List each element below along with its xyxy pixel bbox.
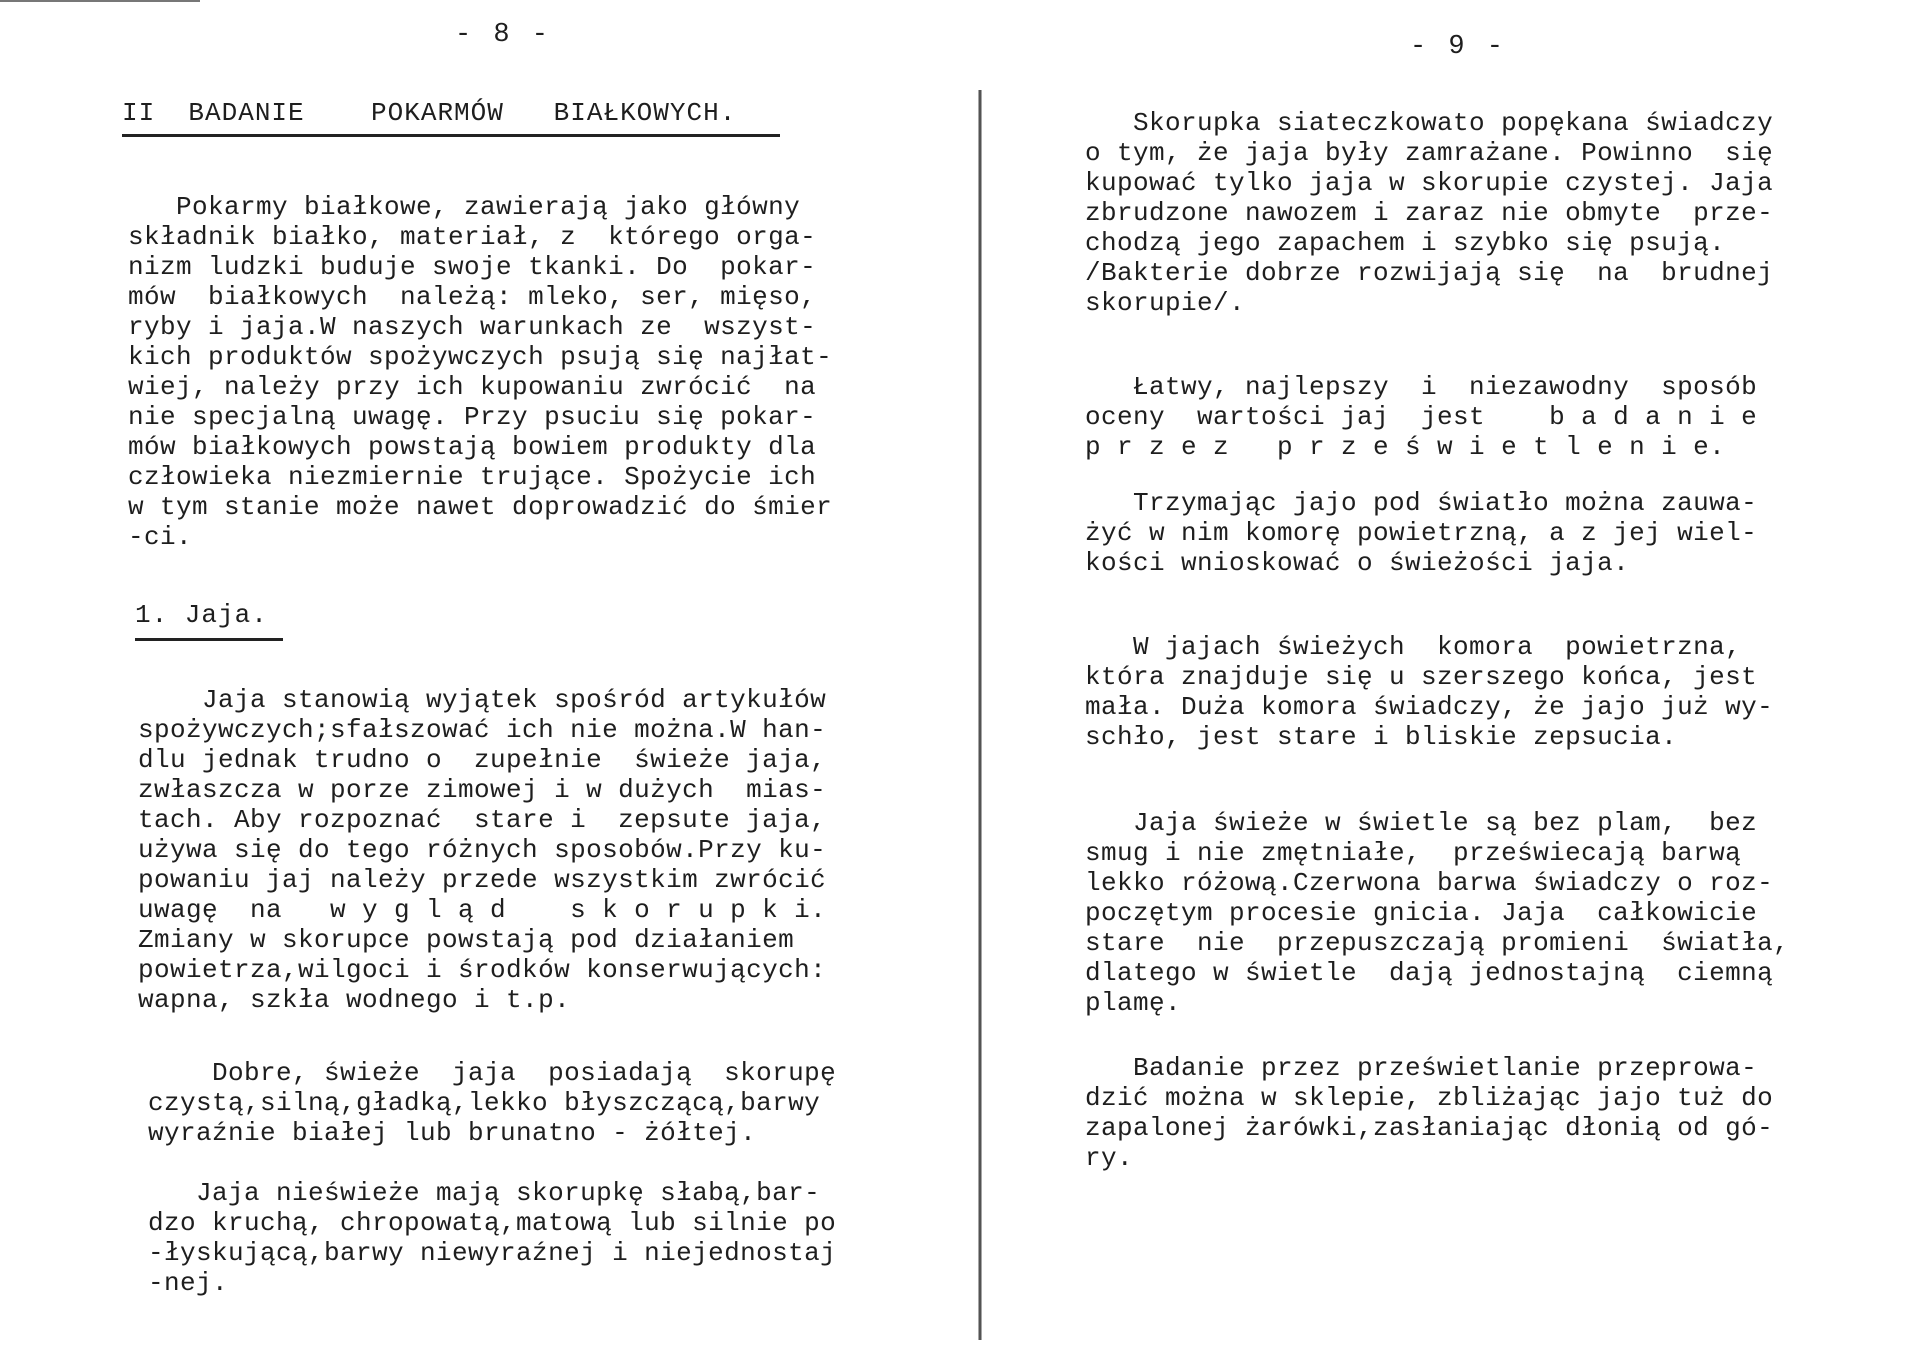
text-line: zapalonej żarówki,zasłaniając dłonią od gó-: [1085, 1113, 1774, 1143]
text-line: dzić można w sklepie, zbliżając jajo tuż do: [1085, 1083, 1774, 1113]
paragraph-shell: [1085, 108, 1773, 318]
text-line: żyć w nim komorę powietrzną, a z jej wiel-: [1085, 518, 1758, 548]
text-line: ryby i jaja.W naszych warunkach ze wszyst-: [128, 312, 817, 342]
text-line: człowieka niezmiernie trujące. Spożycie ich: [128, 462, 817, 492]
text-line: ry.: [1085, 1143, 1134, 1173]
text-line: kupować tylko jaja w skorupie czystej. Jaja: [1085, 168, 1774, 198]
text-line: smug i nie zmętniałe, przeświecają barwą: [1085, 838, 1742, 868]
heading-underline: [122, 134, 780, 137]
text-line: używa się do tego różnych sposobów.Przy ku-: [138, 835, 827, 865]
text-line: tach. Aby rozpoznać stare i zepsute jaja,: [138, 805, 827, 835]
text-line: kości wnioskować o świeżości jaja.: [1085, 548, 1630, 578]
text-line: dzo kruchą, chropowatą,matową lub silnie po: [148, 1208, 837, 1238]
text-line: zbrudzone nawozem i zaraz nie obmyte prze-: [1085, 198, 1774, 228]
chapter-heading: II BADANIE POKARMÓW BIAŁKOWYCH.: [122, 98, 737, 128]
text-line: w tym stanie może nawet doprowadzić do śmier: [128, 492, 833, 522]
page-number: - 9 -: [1410, 32, 1507, 62]
section-heading: 1. Jaja.: [135, 600, 268, 630]
text-line: dlu jednak trudno o zupełnie świeże jaja,: [138, 745, 827, 775]
text-line: uwagę na w y g l ą d s k o r u p k i.: [138, 895, 827, 925]
text-line: Pokarmy białkowe, zawierają jako główny: [128, 192, 801, 222]
paragraph-fresh-eggs: [148, 1058, 836, 1148]
text-line: zwłaszcza w porze zimowej i w dużych mias-: [138, 775, 827, 805]
text-line: powietrza,wilgoci i środków konserwujących:: [138, 955, 827, 985]
text-line: wyraźnie białej lub brunatno - żółtej.: [148, 1118, 757, 1148]
text-line: W jajach świeżych komora powietrzna,: [1085, 632, 1742, 662]
paragraph-method: [1085, 372, 1757, 462]
text-line: wiej, należy przy ich kupowaniu zwrócić na: [128, 372, 817, 402]
text-line: mów białkowych należą: mleko, ser, mięso,: [128, 282, 817, 312]
text-line: Jaja świeże w świetle są bez plam, bez: [1085, 808, 1758, 838]
text-line: mała. Duża komora świadczy, że jajo już wy-: [1085, 692, 1774, 722]
text-line: poczętym procesie gnicia. Jaja całkowicie: [1085, 898, 1758, 928]
text-line: Zmiany w skorupce powstają pod działaniem: [138, 925, 795, 955]
text-line: oceny wartości jaj jest b a d a n i e: [1085, 402, 1758, 432]
right-page: [980, 0, 1920, 1350]
paragraph-air-chamber: [1085, 488, 1757, 578]
paragraph-eggs-intro: [138, 685, 826, 1015]
text-line: wapna, szkła wodnego i t.p.: [138, 985, 571, 1015]
section-underline: [135, 638, 283, 641]
text-line: -ci.: [128, 522, 193, 552]
text-line: -nej.: [148, 1268, 229, 1298]
paragraph-candling: [1085, 808, 1789, 1018]
text-line: p r z e z p r z e ś w i e t l e n i e.: [1085, 432, 1726, 462]
text-line: czystą,silną,gładką,lekko błyszczącą,barwy: [148, 1088, 821, 1118]
text-line: lekko różową.Czerwona barwa świadczy o roz-: [1085, 868, 1774, 898]
paragraph-shop-test: [1085, 1053, 1773, 1173]
text-line: dlatego w świetle dają jednostajną ciemną: [1085, 958, 1774, 988]
text-line: spożywczych;sfałszować ich nie można.W han-: [138, 715, 827, 745]
text-line: Dobre, świeże jaja posiadają skorupę: [148, 1058, 837, 1088]
paragraph-stale-eggs: [148, 1178, 836, 1298]
text-line: /Bakterie dobrze rozwijają się na brudnej: [1085, 258, 1774, 288]
text-line: Jaja stanowią wyjątek spośród artykułów: [138, 685, 827, 715]
text-line: nizm ludzki buduje swoje tkanki. Do pokar-: [128, 252, 817, 282]
text-line: Badanie przez prześwietlanie przeprowa-: [1085, 1053, 1758, 1083]
text-line: schło, jest stare i bliskie zepsucia.: [1085, 722, 1678, 752]
page-number: - 8 -: [455, 20, 552, 50]
text-line: mów białkowych powstają bowiem produkty dla: [128, 432, 817, 462]
text-line: powaniu jaj należy przede wszystkim zwrócić: [138, 865, 827, 895]
text-line: -łyskującą,barwy niewyraźnej i niejednostaj: [148, 1238, 837, 1268]
text-line: Skorupka siateczkowato popękana świadczy: [1085, 108, 1774, 138]
text-line: plamę.: [1085, 988, 1182, 1018]
text-line: Trzymając jajo pod światło można zauwa-: [1085, 488, 1758, 518]
text-line: Łatwy, najlepszy i niezawodny sposób: [1085, 372, 1758, 402]
text-line: która znajduje się u szerszego końca, jest: [1085, 662, 1758, 692]
text-line: składnik białko, materiał, z którego orga-: [128, 222, 817, 252]
text-line: o tym, że jaja były zamrażane. Powinno się: [1085, 138, 1774, 168]
text-line: nie specjalną uwagę. Przy psuciu się pokar-: [128, 402, 817, 432]
text-line: stare nie przepuszczają promieni światła,: [1085, 928, 1790, 958]
text-line: chodzą jego zapachem i szybko się psują.: [1085, 228, 1726, 258]
text-line: skorupie/.: [1085, 288, 1246, 318]
intro-paragraph: [128, 192, 832, 552]
paragraph-chamber-size: [1085, 632, 1773, 752]
text-line: Jaja nieświeże mają skorupkę słabą,bar-: [148, 1178, 821, 1208]
text-line: kich produktów spożywczych psują się najłat-: [128, 342, 833, 372]
